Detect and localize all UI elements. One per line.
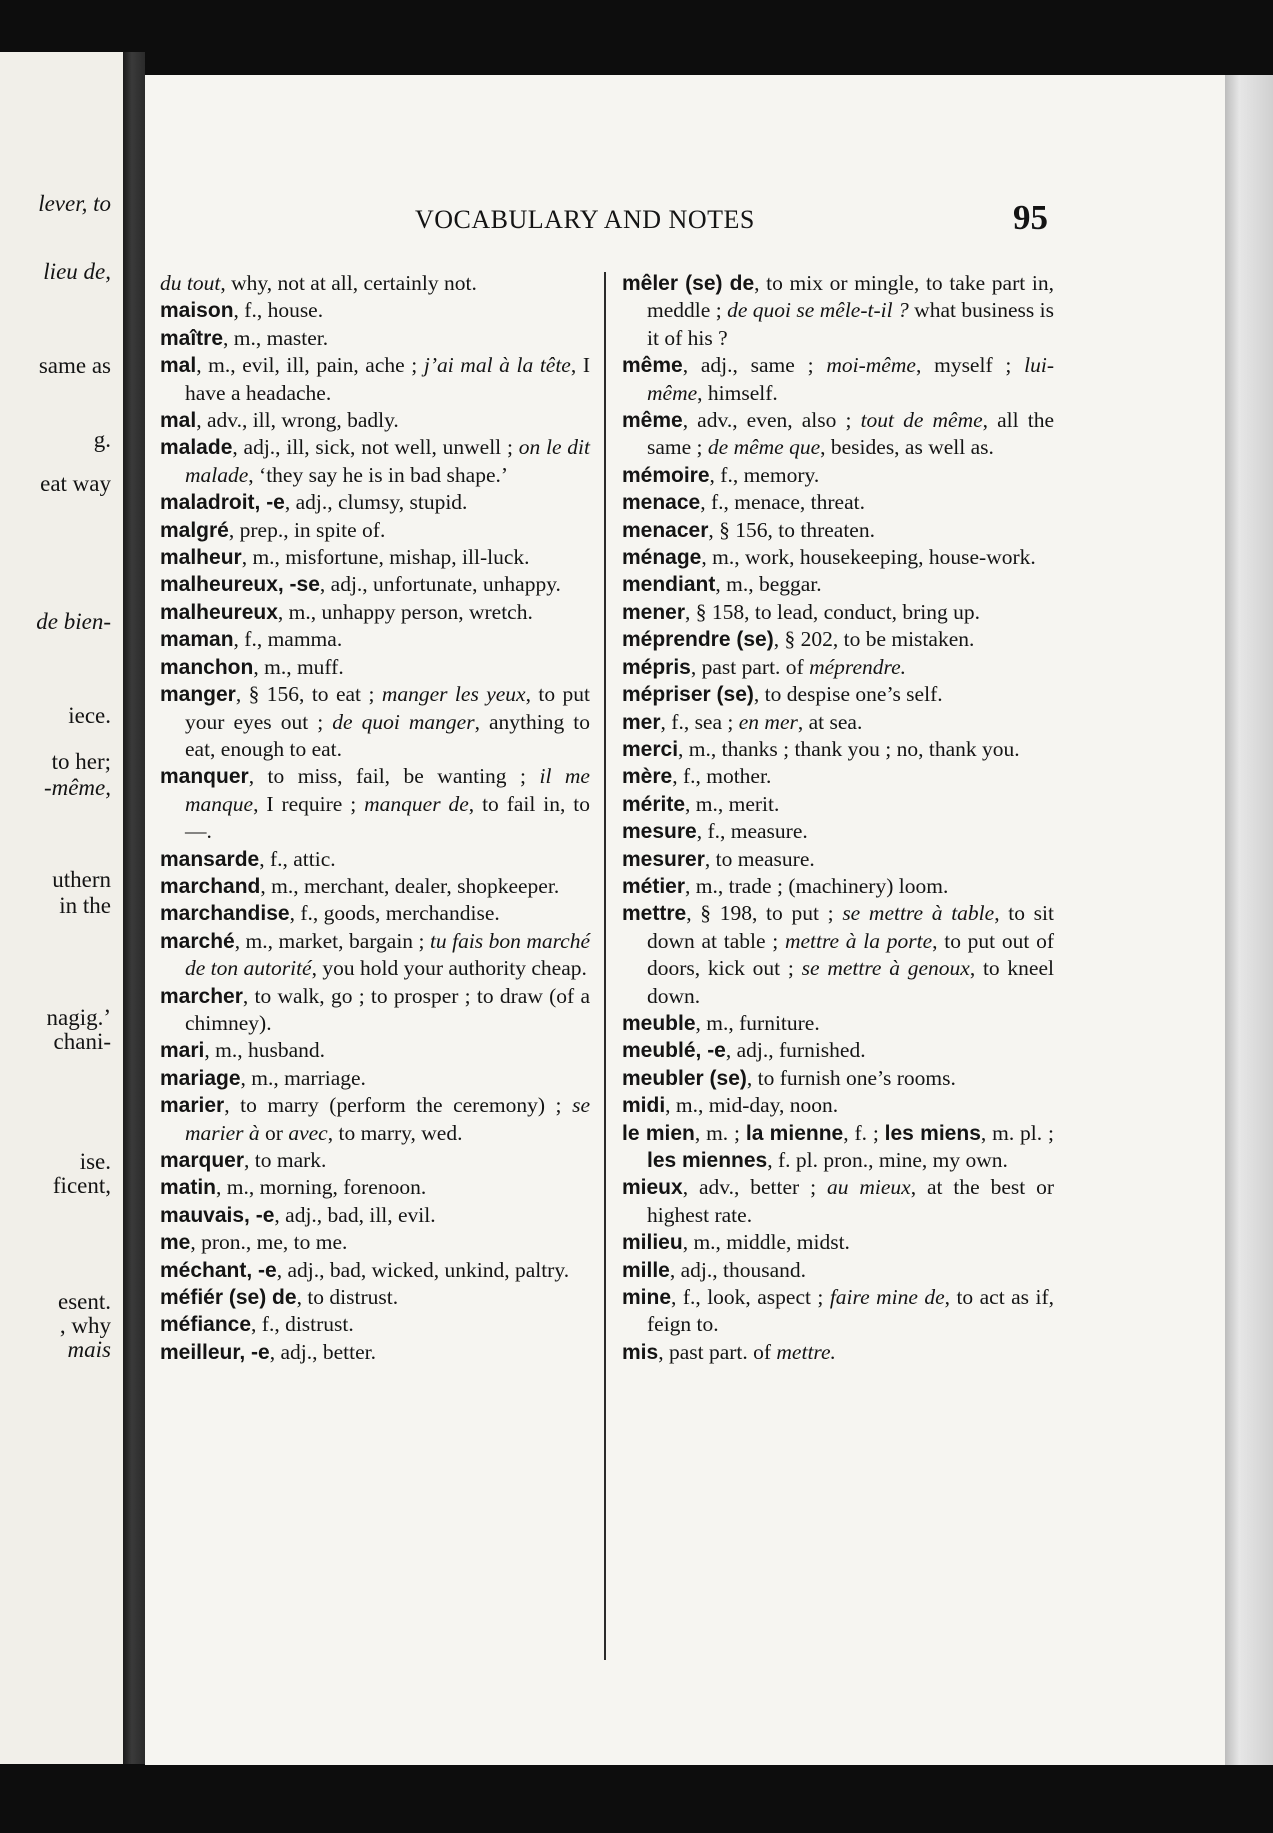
definition-text: , m. ; [694,1120,746,1145]
definition-text: , f., attic. [259,846,336,871]
definition-text: , § 202, to be mistaken. [773,627,975,652]
italic-phrase: lui-même [647,353,1054,405]
headword: manquer [160,765,249,789]
dictionary-entry [160,928,590,983]
definition-text: , adj., thousand. [669,1257,807,1282]
dictionary-entry [160,489,590,516]
previous-page-fragment: lieu de, [43,259,111,284]
dictionary-entry [160,407,590,434]
dictionary-entry [622,462,1054,489]
definition-text: , past part. of [690,654,810,679]
headword: marquer [160,1149,245,1172]
previous-page-fragment: nagig.’ [46,1005,111,1030]
definition-text: , m., furniture. [695,1010,820,1035]
previous-page-fragment: esent. [57,1289,111,1314]
italic-phrase: se marier à [185,1093,590,1145]
definition-text: , § 156, to eat ; [235,682,382,707]
previous-page-fragment: to her; [51,749,111,774]
dictionary-entry [160,325,590,352]
previous-page-strip [0,52,123,1764]
dictionary-entry [622,489,1054,516]
definition-text: , f., house. [233,298,324,323]
definition-text: , f., mamma. [233,627,343,652]
definition-text: , why, not at all, certainly not. [220,271,477,295]
previous-page-fragment: lever, to [38,191,111,216]
headword: meublé, -e [622,1039,726,1063]
headword: maman [160,628,234,652]
italic-phrase: méprendre. [809,654,907,679]
dictionary-entry [622,1065,1054,1092]
italic-phrase: tout de même [860,408,983,433]
headword: mariage [160,1066,241,1090]
definition-text: , to distrust. [296,1285,399,1310]
headword: malheur [160,546,242,570]
previous-page-fragment: uthern [52,867,111,892]
dictionary-entry [622,709,1054,736]
dictionary-entry [622,517,1054,544]
dictionary-entry [622,873,1054,900]
italic-phrase: faire mine de [829,1285,945,1310]
dictionary-entry [622,1010,1054,1037]
definition-text: , to mark. [244,1148,327,1172]
previous-page-fragment: ficent, [52,1173,111,1198]
definition-text: , adj., clumsy, stupid. [284,490,468,515]
headword: maître [160,326,224,350]
headword: méchant, -e [160,1258,277,1282]
dictionary-entry [622,846,1054,873]
definition-text: , to sit down at table ; [647,901,1054,953]
headword: mérite [622,792,686,816]
italic-phrase: de quoi manger [332,709,475,734]
headword: mesurer [622,847,705,871]
definition-text: , m., beggar. [715,572,822,597]
definition-text: , I have a headache. [185,353,590,405]
previous-page-fragment: mais [67,1337,111,1362]
headword: matin [160,1176,217,1200]
headword: mener [622,600,686,624]
dictionary-entry [622,407,1054,462]
definition-text: , m., unhappy person, wretch. [277,599,533,624]
headword: mère [622,765,673,789]
definition-text: , to measure. [704,846,815,871]
italic-phrase: mettre. [776,1339,836,1364]
dictionary-entry [622,900,1054,1010]
headword: maladroit, -e [160,491,285,515]
definition-text: , to despise one’s self. [753,682,943,707]
dictionary-entry [160,1229,590,1256]
dictionary-entry [160,1257,590,1284]
dictionary-entry [622,571,1054,598]
headword: mieux [622,1176,683,1200]
definition-text: , I require ; [253,791,365,816]
definition-text: , f., goods, merchandise. [289,901,500,926]
definition-text: , to put out of doors, kick out ; [647,928,1054,981]
headword: meuble [622,1011,696,1035]
definition-text: , to kneel down. [647,956,1054,1008]
dictionary-entry [622,1257,1054,1284]
definition-text: , m., merchant, dealer, shopkeeper. [260,873,560,898]
definition-text: , adj., unfortunate, unhappy. [319,572,561,597]
dictionary-entry [160,681,590,763]
definition-text: , to fail in, to —. [185,791,591,844]
headword: mal [160,354,197,378]
definition-text: , f. pl. pron., mine, my own. [767,1148,1008,1172]
definition-text: , f., menace, threat. [700,490,865,515]
headword: les miens [884,1121,981,1145]
headword: milieu [622,1231,683,1255]
definition-text: , adv., ill, wrong, badly. [196,408,399,433]
headword: malheureux, -se [160,573,320,597]
definition-text: , m., work, housekeeping, house-work. [701,545,1036,570]
headword: mine [622,1286,672,1310]
definition-text: , m., husband. [204,1038,325,1063]
definition-text: , you hold your authority cheap. [311,956,587,981]
dictionary-entry [622,1339,1054,1366]
previous-page-fragment: -même, [43,775,111,800]
italic-phrase: manquer de [364,791,469,816]
dictionary-entry [160,297,590,324]
italic-phrase: du tout [160,271,221,295]
definition-text: , besides, as well as. [820,435,994,460]
dictionary-entry [160,1311,590,1338]
definition-text: , f., measure. [696,819,808,844]
definition-text: , m., morning, forenoon. [216,1175,427,1200]
headword: marcher [160,984,243,1008]
headword: mesure [622,820,697,844]
definition-text: , f., mother. [672,764,772,789]
italic-phrase: on le dit malade [185,435,590,487]
definition-text: , past part. of [658,1339,777,1364]
dictionary-entry [622,818,1054,845]
italic-phrase: se mettre à table [842,901,995,926]
headword: méfiér (se) de [160,1286,297,1310]
definition-text: , prep., in spite of. [228,517,386,542]
headword: merci [622,737,679,761]
headword: marchand [160,874,261,898]
dictionary-entry [160,1147,590,1174]
definition-text: , to marry, wed. [327,1120,463,1145]
definition-text: , f. ; [843,1120,885,1145]
definition-text: , m., mid-day, noon. [665,1093,839,1118]
dictionary-entry [160,270,590,297]
definition-text: , to walk, go ; to prosper ; to draw (of a chimney). [185,983,590,1035]
dictionary-entry [160,1174,590,1201]
previous-page-fragment: in the [59,893,111,918]
definition-text: , § 198, to put ; [686,901,843,926]
headword: même [622,409,683,433]
headword: malade [160,436,233,460]
definition-text: , m., thanks ; thank you ; no, thank you. [678,736,1020,761]
definition-text: , § 156, to threaten. [708,517,875,542]
headword: mauvais, -e [160,1203,275,1227]
headword: midi [622,1094,666,1118]
headword: meubler (se) [622,1066,747,1090]
definition-text: , at the best or highest rate. [647,1175,1055,1227]
dictionary-entry [622,654,1054,681]
dictionary-entry [160,983,590,1038]
definition-text: , m., merit. [685,791,780,816]
headword: mari [160,1039,205,1063]
dictionary-entry [622,270,1054,352]
italic-phrase: moi-même [826,353,916,378]
definition-text: , anything to eat, enough to eat. [185,709,591,761]
dictionary-entry [160,352,590,407]
definition-text: , adj., ill, sick, not well, unwell ; [232,435,519,460]
definition-text: , myself ; [915,353,1025,378]
headword: malheureux [160,600,278,624]
page-edge [1225,75,1273,1765]
previous-page-fragment: iece. [68,703,111,728]
definition-text: , m., master. [223,325,329,350]
headword: mansarde [160,847,260,871]
previous-page-fragment: g. [93,427,111,452]
running-head-title: VOCABULARY AND NOTES [415,205,755,234]
definition-text: , to mix or mingle, to take part in, meddle ; [647,271,1054,323]
definition-text: , adj., same ; [682,353,827,378]
definition-text: , to put your eyes out ; [185,682,590,734]
book-gutter [123,52,145,1764]
headword: le mien [622,1121,695,1145]
dictionary-entry [160,434,590,489]
definition-text: , himself. [697,380,778,405]
dictionary-entry [160,1284,590,1311]
headword: la mienne [745,1121,844,1145]
headword: mal [160,409,197,433]
definition-text: , adv., better ; [682,1175,827,1200]
definition-text: , m. pl. ; [980,1120,1054,1145]
headword: marché [160,929,235,953]
definition-text: , adj., better. [269,1339,376,1364]
headword: mépris [622,655,691,679]
definition-text: , f., memory. [709,462,820,487]
left-column [160,270,590,1366]
headword: mendiant [622,573,716,597]
right-column [622,270,1054,1366]
headword: marchandise [160,902,290,926]
dictionary-entry [622,763,1054,790]
dictionary-entry [622,681,1054,708]
definition-text: , f., look, aspect ; [671,1285,830,1310]
dictionary-entry [160,544,590,571]
italic-phrase: tu fais bon marché de ton autorité [185,928,591,981]
definition-text: , m., trade ; (machinery) loom. [685,873,949,898]
dictionary-entry [622,1092,1054,1119]
previous-page-fragment: de bien- [36,609,111,634]
italic-phrase: au mieux [826,1175,911,1200]
headword: meilleur, -e [160,1340,270,1364]
headword: manger [160,683,236,707]
headword: me [160,1231,191,1255]
headword: malgré [160,518,229,542]
headword: méprendre (se) [622,628,774,652]
definition-text: , at sea. [797,709,863,734]
dictionary-entry [160,900,590,927]
previous-page-fragment: same as [38,353,111,378]
definition-text: , § 158, to lead, conduct, bring up. [685,599,981,624]
dictionary-entry [622,791,1054,818]
italic-phrase: avec [288,1120,328,1145]
headword: ménage [622,546,702,570]
previous-page-fragment: ise. [79,1149,111,1174]
italic-phrase: en mer [738,709,798,734]
definition-text: , m., misfortune, mishap, ill-luck. [241,545,530,570]
dictionary-entry [622,544,1054,571]
headword: mêler (se) de [622,272,755,295]
dictionary-entry [622,599,1054,626]
definition-text: , m., evil, ill, pain, ache ; [196,353,424,378]
headword: mépriser (se) [622,683,754,707]
dictionary-entry [622,352,1054,407]
definition-text: , ‘they say he is in bad shape.’ [248,462,509,487]
italic-phrase: se mettre à genoux [801,956,970,981]
dictionary-entry [160,571,590,598]
headword: mis [622,1340,659,1364]
definition-text: what business is it of his ? [647,298,1054,350]
definition-text: , adj., furnished. [725,1038,866,1063]
italic-phrase: j’ai mal à la tête [423,353,571,378]
dictionary-entry [622,1120,1054,1175]
definition-text: , to furnish one’s rooms. [746,1065,956,1090]
headword: marier [160,1094,225,1118]
italic-phrase: de même que [707,435,821,460]
definition-text: , adv., even, also ; [682,408,861,433]
headword: les miennes [647,1149,768,1172]
dictionary-entry [160,763,590,845]
previous-page-fragment: , why [59,1313,111,1338]
dictionary-entry [622,1174,1054,1229]
definition-text: , pron., me, to me. [190,1230,348,1255]
dictionary-entry [160,517,590,544]
previous-page-fragment: eat way [40,471,111,496]
dictionary-entry [160,1092,590,1147]
definition-text: , to miss, fail, be wanting ; [248,764,540,789]
column-divider [604,272,606,1660]
dictionary-entry [160,654,590,681]
dictionary-entry [160,599,590,626]
definition-text: , m., middle, midst. [682,1230,850,1255]
definition-text: , f., sea ; [660,709,739,734]
italic-phrase: de quoi se mêle-t-il ? [727,298,909,323]
headword: mémoire [622,463,710,487]
dictionary-entry [622,1284,1054,1339]
headword: manchon [160,655,254,679]
dictionary-entry [160,626,590,653]
headword: maison [160,299,234,323]
definition-text: , to act as if, feign to. [647,1285,1054,1337]
dictionary-entry [622,1229,1054,1256]
definition-text: , all the same ; [647,408,1054,460]
headword: mettre [622,902,687,926]
dictionary-entry [160,1065,590,1092]
headword: menacer [622,518,709,542]
definition-text: , adj., bad, ill, evil. [274,1202,436,1227]
headword: mille [622,1258,670,1282]
dictionary-entry [622,736,1054,763]
dictionary-entry [160,1202,590,1229]
italic-phrase: il me manque [185,764,590,816]
dictionary-entry [160,1037,590,1064]
headword: méfiance [160,1313,252,1337]
definition-text: , to marry (perform the ceremony) ; [224,1093,573,1118]
definition-text: , m., marriage. [240,1065,366,1090]
dictionary-entry [622,626,1054,653]
dictionary-entry [622,1037,1054,1064]
definition-text: , f., distrust. [251,1312,354,1337]
headword: mer [622,710,661,734]
dictionary-entry [160,873,590,900]
italic-phrase: manger les yeux [381,682,526,707]
headword: même [622,354,683,378]
definition-text: or [259,1120,289,1145]
headword: menace [622,491,701,515]
definition-text: , m., market, bargain ; [234,928,430,953]
previous-page-fragment: chani- [53,1029,111,1054]
page-number: 95 [1013,198,1048,237]
dictionary-entry [160,1339,590,1366]
headword: métier [622,874,686,898]
definition-text: , m., muff. [253,654,344,679]
definition-text: , adj., bad, wicked, unkind, paltry. [276,1257,570,1282]
dictionary-entry [160,846,590,873]
italic-phrase: mettre à la porte [784,928,933,953]
